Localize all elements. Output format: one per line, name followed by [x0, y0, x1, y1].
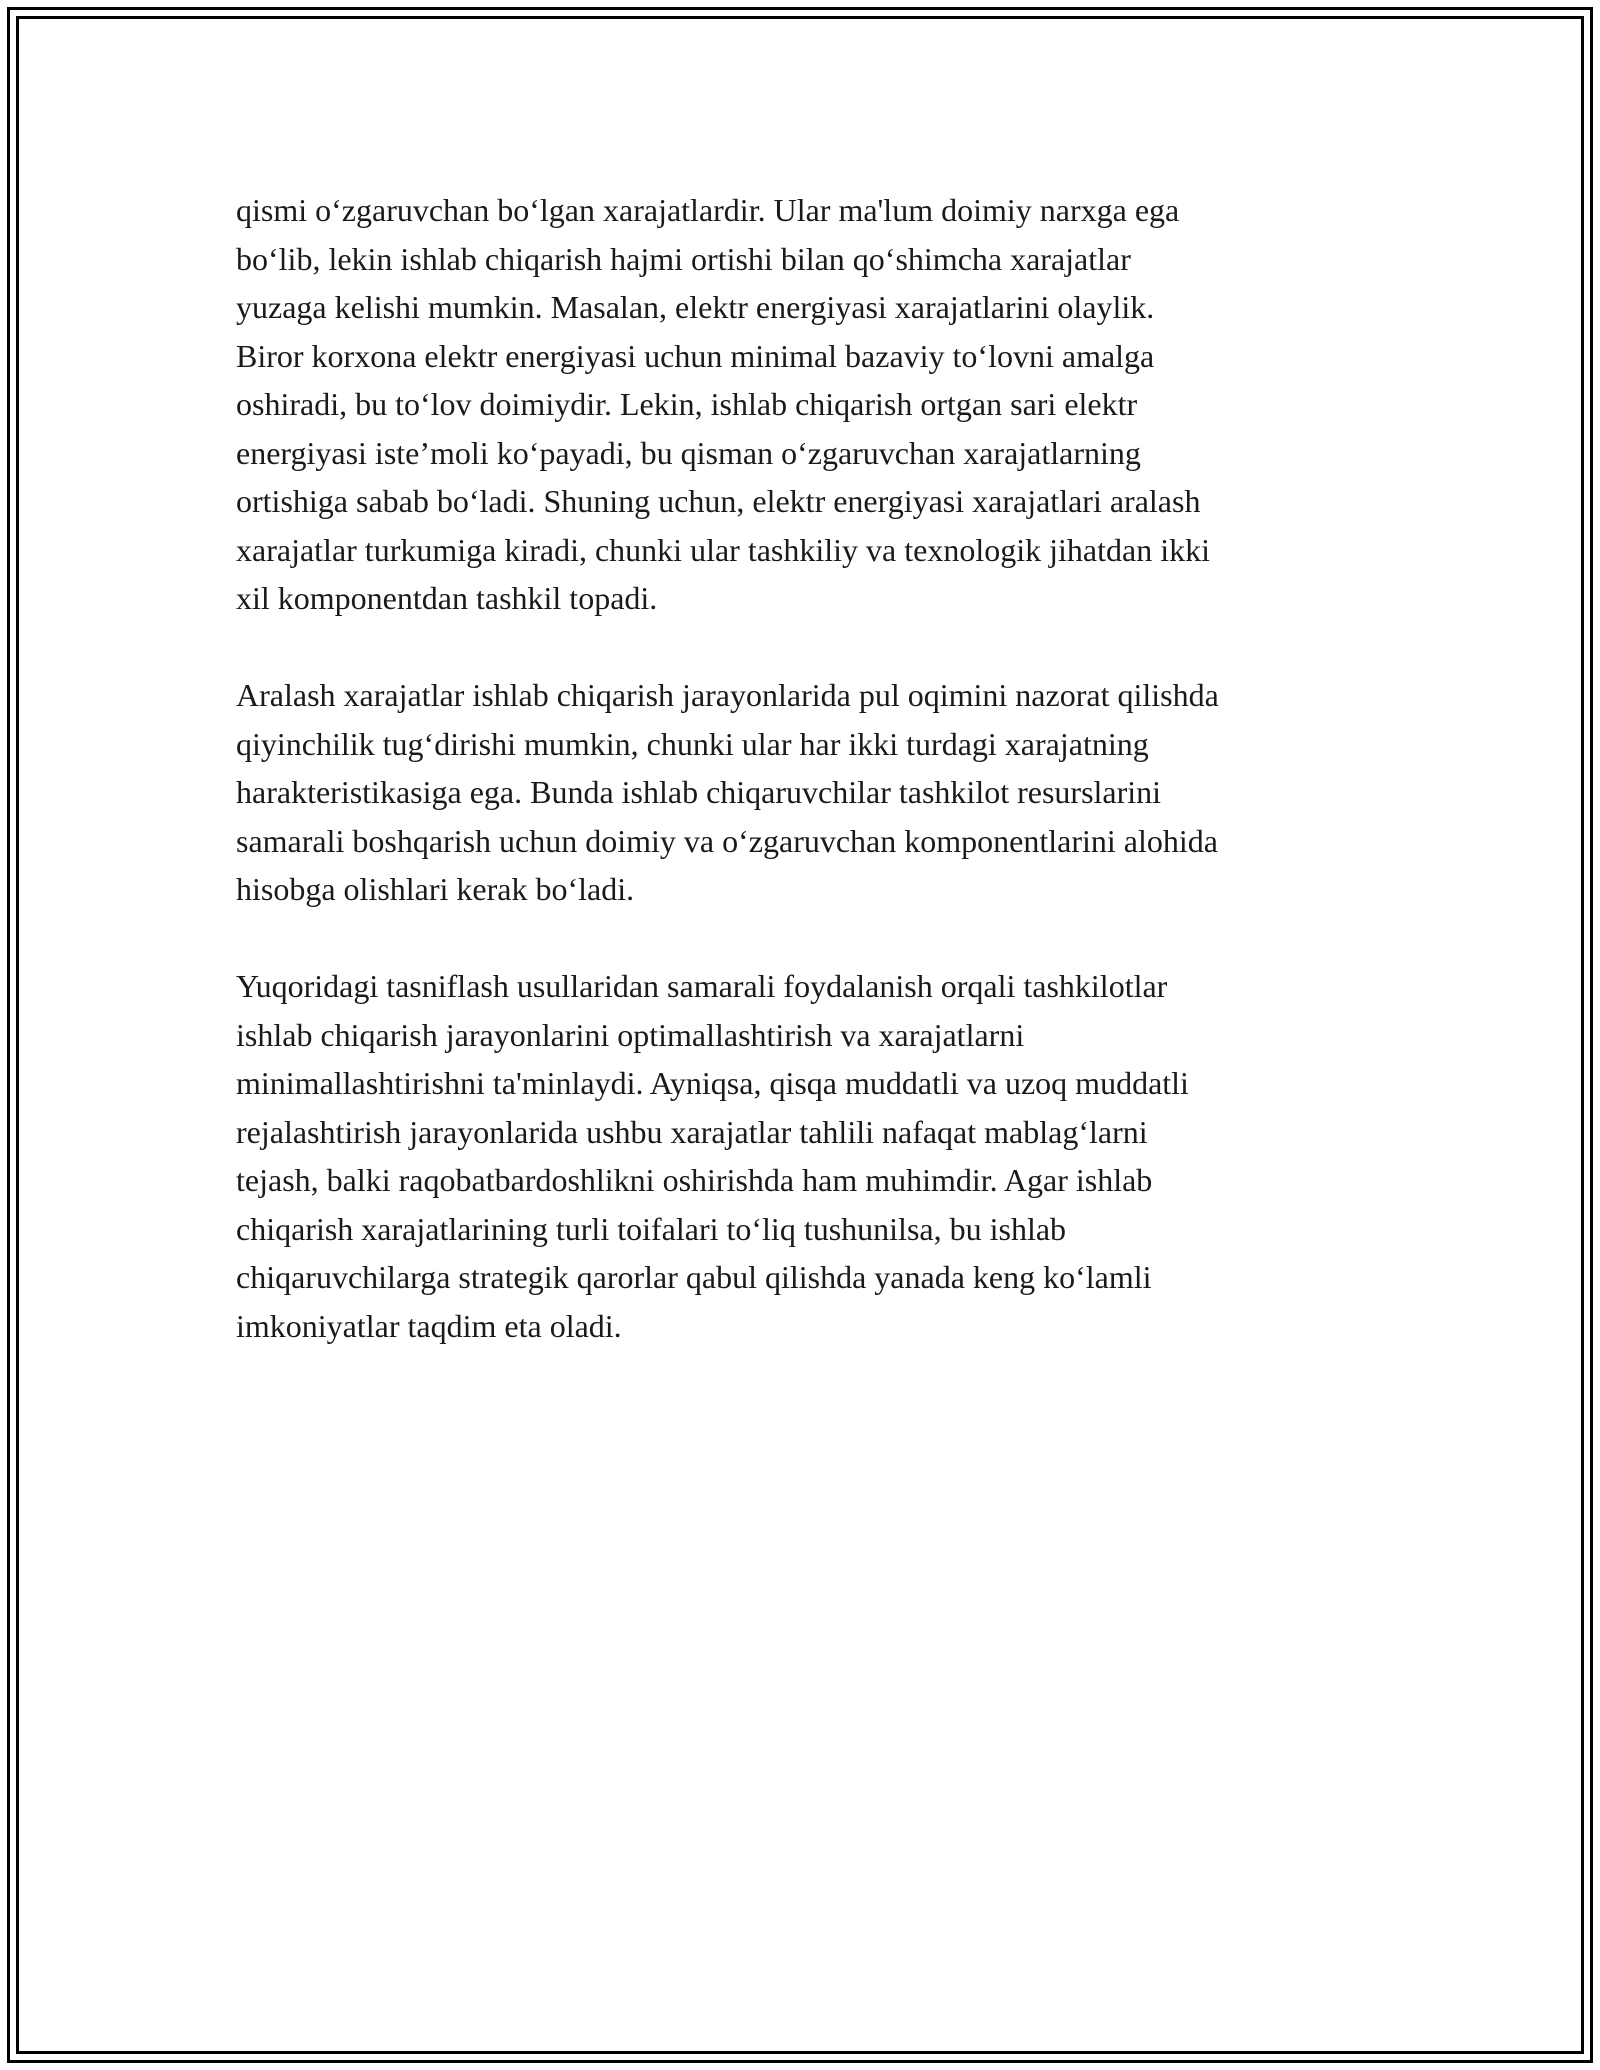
text-line: xarajatlar turkumiga kiradi, chunki ular tashkiliy va texnologik jihatdan ikki — [236, 531, 1210, 568]
text-line: bo‘lib, lekin ishlab chiqarish hajmi ortishi bilan qo‘shimcha xarajatlar — [236, 240, 1131, 277]
text-line: chiqarish xarajatlarining turli toifalari to‘liq tushunilsa, bu ishlab — [236, 1210, 1067, 1247]
text-line: tejash, balki raqobatbardoshlikni oshirishda ham muhimdir. Agar ishlab — [236, 1162, 1153, 1198]
text-line: minimallashtirishni ta'minlaydi. Ayniqsa, qisqa muddatli va uzoq muddatli — [236, 1065, 1189, 1101]
text-line: rejalashtirish jarayonlarida ushbu xarajatlar tahlili nafaqat mablag‘larni — [236, 1113, 1148, 1150]
text-line: hisobga olishlari kerak bo‘ladi. — [236, 871, 635, 907]
text-line: energiyasi iste’moli ko‘payadi, bu qisman o‘zgaruvchan xarajatlarning — [236, 434, 1141, 471]
document-body — [236, 186, 1386, 1350]
text-line: yuzaga kelishi mumkin. Masalan, elektr energiyasi xarajatlarini olaylik. — [236, 289, 1155, 325]
paragraph-3 — [236, 962, 1386, 1350]
text-line: ortishiga sabab bo‘ladi. Shuning uchun, elektr energiyasi xarajatlari aralash — [236, 483, 1201, 519]
text-line: ishlab chiqarish jarayonlarini optimallashtirish va xarajatlarni — [236, 1016, 1025, 1053]
text-line: qiyinchilik tug‘dirishi mumkin, chunki ular har ikki turdagi xarajatning — [236, 725, 1149, 762]
text-line: Aralash xarajatlar ishlab chiqarish jarayonlarida pul oqimini nazorat qilishda — [236, 677, 1219, 713]
paragraph-1 — [236, 186, 1386, 623]
text-line: oshiradi, bu to‘lov doimiydir. Lekin, ishlab chiqarish ortgan sari elektr — [236, 386, 1138, 422]
text-line: samarali boshqarish uchun doimiy va o‘zgaruvchan komponentlarini alohida — [236, 822, 1218, 859]
text-line: Biror korxona elektr energiyasi uchun minimal bazaviy to‘lovni amalga — [236, 337, 1155, 374]
text-line: Yuqoridagi tasniflash usullaridan samarali foydalanish orqali tashkilotlar — [236, 968, 1168, 1004]
text-line: harakteristikasiga ega. Bunda ishlab chiqaruvchilar tashkilot resurslarini — [236, 774, 1162, 810]
text-line: xil komponentdan tashkil topadi. — [236, 580, 658, 616]
paragraph-2 — [236, 671, 1386, 914]
text-line: imkoniyatlar taqdim eta oladi. — [236, 1307, 622, 1344]
text-line: chiqaruvchilarga strategik qarorlar qabul qilishda yanada keng ko‘lamli — [236, 1259, 1152, 1295]
text-line: qismi o‘zgaruvchan bo‘lgan xarajatlardir. Ular ma'lum doimiy narxga ega — [236, 192, 1180, 228]
